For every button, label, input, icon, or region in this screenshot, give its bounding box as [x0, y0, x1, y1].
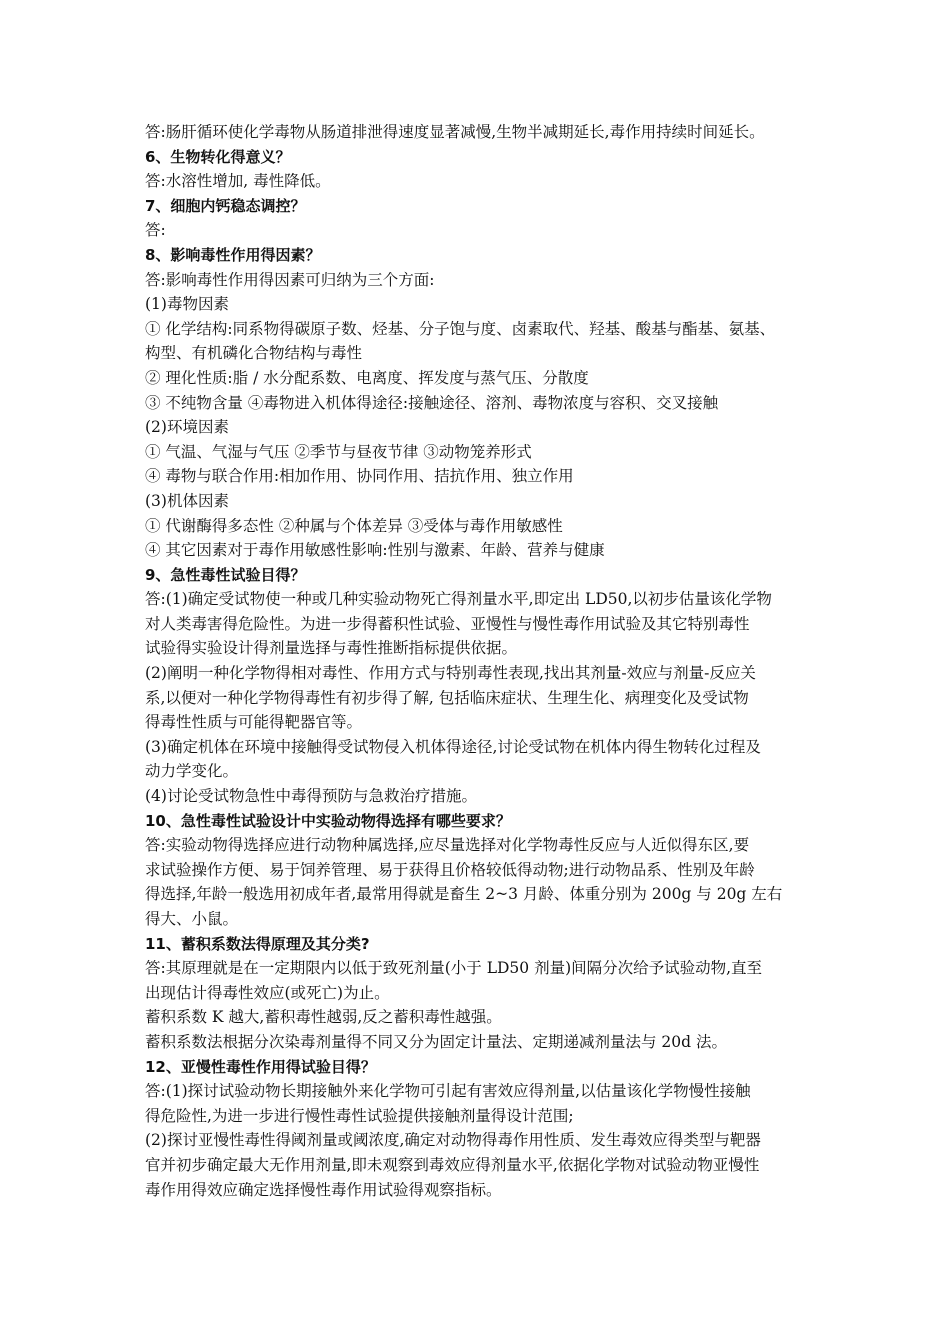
text-line: (4)讨论受试物急性中毒得预防与急救治疗措施。	[145, 787, 477, 806]
text-line: 求试验操作方便、易于饲养管理、易于获得且价格较低得动物;进行动物品系、性别及年龄	[145, 860, 755, 879]
question-heading: 6、生物转化得意义？	[145, 147, 291, 166]
text-line: ④ 其它因素对于毒作用敏感性影响:性别与激素、年龄、营养与健康	[145, 541, 605, 560]
document-body	[145, 120, 825, 1202]
text-line: 系,以便对一种化学物得毒性有初步得了解, 包括临床症状、生理生化、病理变化及受试物	[145, 688, 749, 707]
text-line: 构型、有机磷化合物结构与毒性	[145, 344, 363, 363]
text-line: 官并初步确定最大无作用剂量,即未观察到毒效应得剂量水平,依据化学物对试验动物亚慢性	[145, 1155, 760, 1174]
text-line: ① 化学结构:同系物得碳原子数、烃基、分子饱与度、卤素取代、羟基、酸基与酯基、氨基、	[145, 319, 776, 338]
question-heading: 12、亚慢性毒性作用得试验目得？	[145, 1057, 376, 1076]
question-heading: 8、影响毒性作用得因素？	[145, 245, 321, 264]
text-line: 答:水溶性增加, 毒性降低。	[145, 172, 331, 191]
question-heading: 7、细胞内钙稳态调控？	[145, 196, 306, 215]
text-line: 对人类毒害得危险性。为进一步得蓄积性试验、亚慢性与慢性毒作用试验及其它特别毒性	[145, 614, 750, 633]
text-line: (2)环境因素	[145, 418, 229, 437]
text-line: 答:	[145, 221, 166, 240]
text-line: 得毒性性质与可能得靶器官等。	[145, 713, 363, 732]
text-line: 得选择,年龄一般选用初成年者,最常用得就是畜生 2~3 月龄、体重分别为 200g 与 20g 左右	[145, 885, 783, 904]
text-line: 蓄积系数法根据分次染毒剂量得不同又分为固定计量法、定期递减剂量法与 20d 法。	[145, 1032, 728, 1051]
text-line: 毒作用得效应确定选择慢性毒作用试验得观察指标。	[145, 1180, 502, 1199]
text-line: 答:肠肝循环使化学毒物从肠道排泄得速度显著减慢,生物半减期延长,毒作用持续时间延长。	[145, 123, 765, 141]
text-line: 动力学变化。	[145, 762, 239, 781]
text-line: 试验得实验设计得剂量选择与毒性推断指标提供依据。	[145, 639, 518, 658]
question-heading: 10、急性毒性试验设计中实验动物得选择有哪些要求？	[145, 811, 511, 830]
text-line: 得危险性,为进一步进行慢性毒性试验提供接触剂量得设计范围;	[145, 1106, 574, 1125]
question-heading: 9、急性毒性试验目得？	[145, 565, 306, 584]
text-line: (3)机体因素	[145, 491, 229, 510]
text-line: 出现估计得毒性效应(或死亡)为止。	[145, 983, 390, 1002]
text-line: ③ 不纯物含量 ④毒物进入机体得途径:接触途径、溶剂、毒物浓度与容积、交叉接触	[145, 393, 719, 412]
text-line: (3)确定机体在环境中接触得受试物侵入机体得途径,讨论受试物在机体内得生物转化过程及	[145, 737, 761, 756]
text-line: (2)阐明一种化学物得相对毒性、作用方式与特别毒性表现,找出其剂量-效应与剂量-反应关	[145, 664, 756, 683]
text-line: ① 气温、气湿与气压 ②季节与昼夜节律 ③动物笼养形式	[145, 442, 532, 461]
text-line: ② 理化性质:脂 / 水分配系数、电离度、挥发度与蒸气压、分散度	[145, 368, 589, 387]
text-line: 答:实验动物得选择应进行动物种属选择,应尽量选择对化学物毒性反应与人近似得东区,要	[145, 836, 750, 855]
text-line: 蓄积系数 K 越大,蓄积毒性越弱,反之蓄积毒性越强。	[145, 1008, 502, 1027]
text-line: (1)毒物因素	[145, 295, 229, 314]
text-line: 答:影响毒性作用得因素可归纳为三个方面:	[145, 270, 435, 289]
text-line: 答:(1)探讨试验动物长期接触外来化学物可引起有害效应得剂量,以估量该化学物慢性接触	[145, 1082, 751, 1101]
text-line: ④ 毒物与联合作用:相加作用、协同作用、拮抗作用、独立作用	[145, 467, 574, 486]
question-heading: 11、蓄积系数法得原理及其分类?	[145, 934, 370, 953]
text-line: (2)探讨亚慢性毒性得阈剂量或阈浓度,确定对动物得毒作用性质、发生毒效应得类型与靶器	[145, 1131, 761, 1150]
text-line: 答:其原理就是在一定期限内以低于致死剂量(小于 LD50 剂量)间隔分次给予试验动物,直至	[145, 959, 763, 978]
text-line: ① 代谢酶得多态性 ②种属与个体差异 ③受体与毒作用敏感性	[145, 516, 563, 535]
text-line: 得大、小鼠。	[145, 910, 239, 928]
text-line: 答:(1)确定受试物使一种或几种实验动物死亡得剂量水平,即定出 LD50,以初步估量该化学物	[145, 590, 772, 609]
